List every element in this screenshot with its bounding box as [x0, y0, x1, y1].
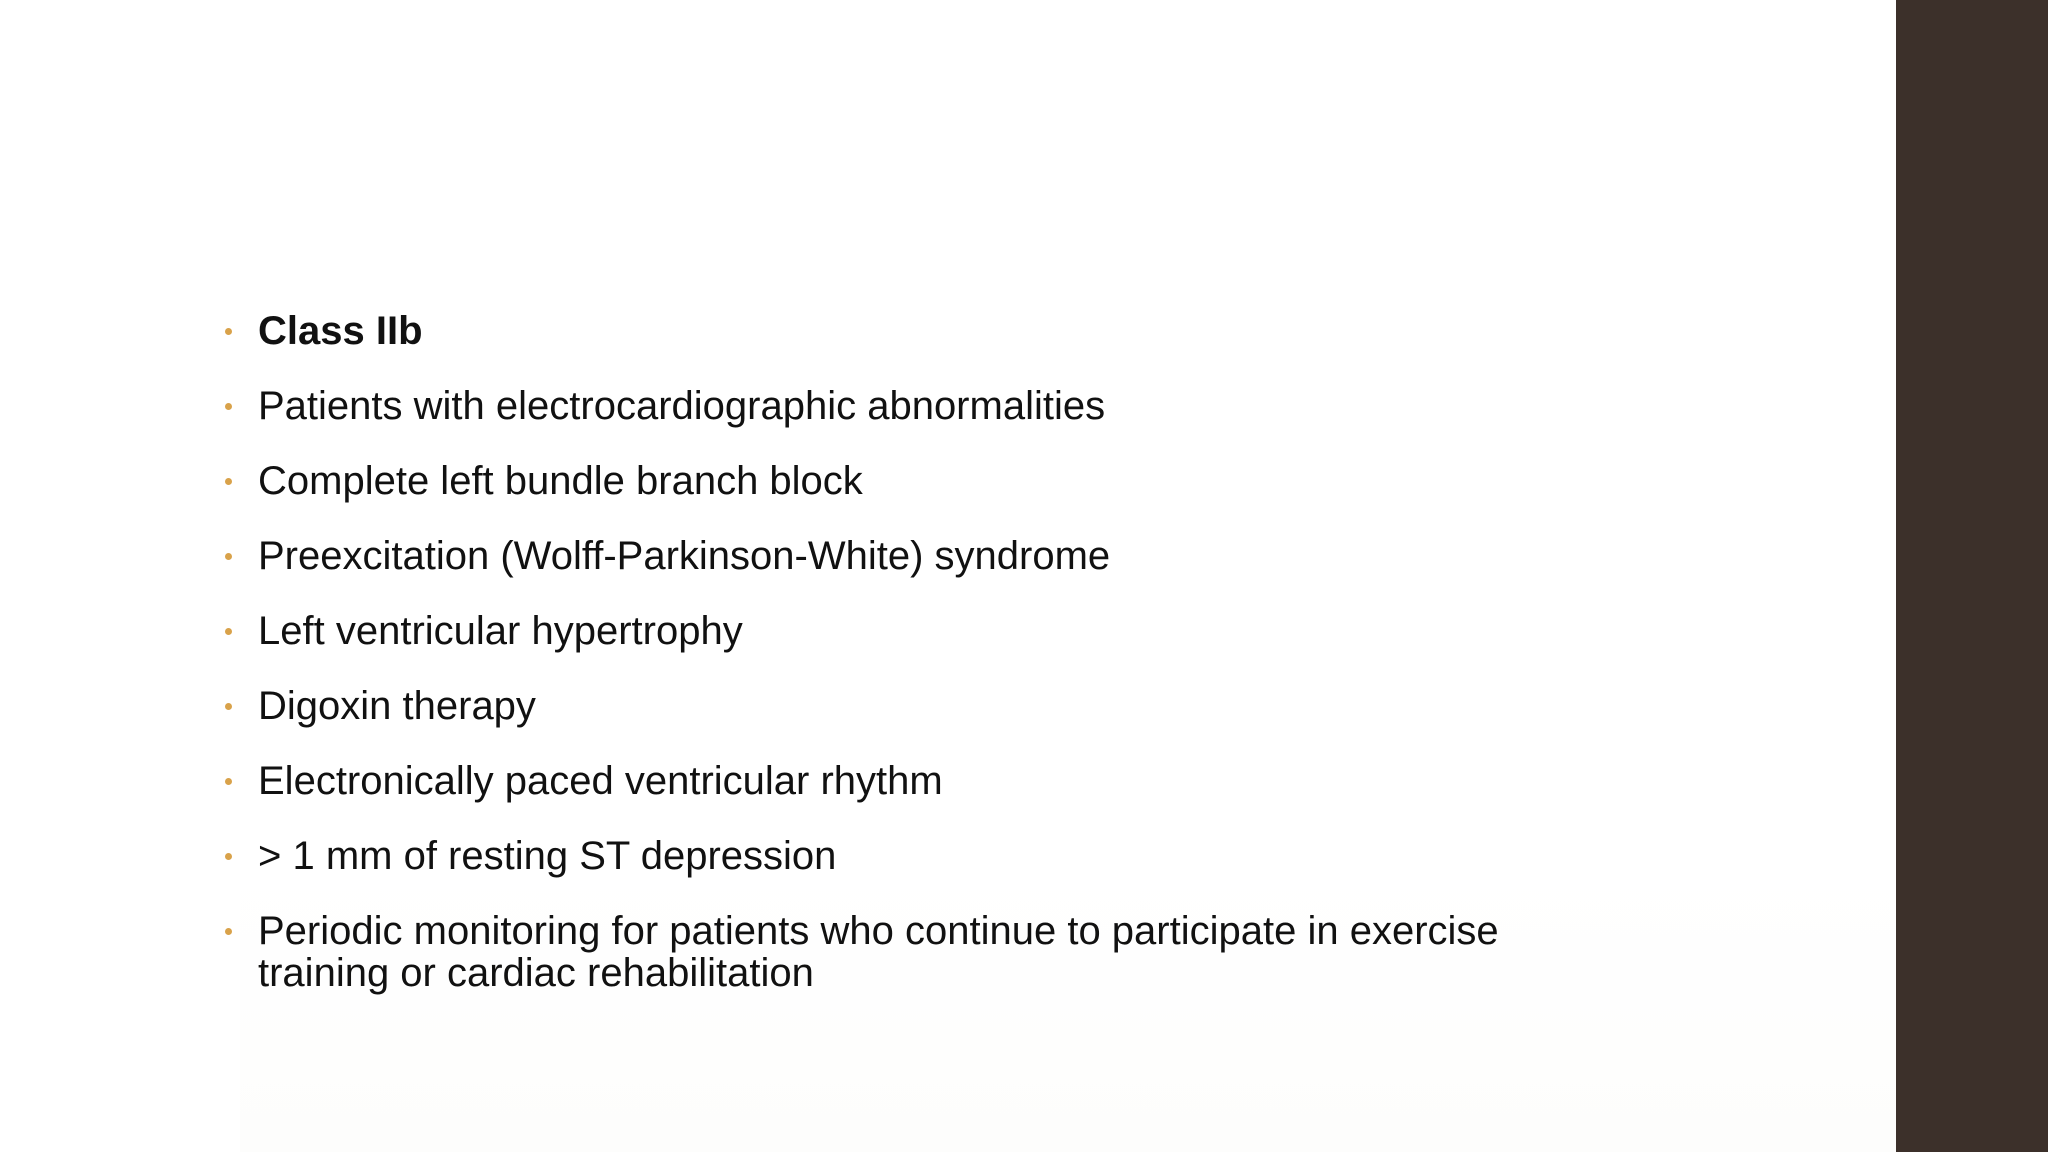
- bullet-item-lbbb: [220, 460, 1640, 502]
- bullet-item-periodic-monitoring: [220, 910, 1640, 994]
- bullet-dot-icon: [225, 778, 232, 785]
- bullet-item-class-iib: [220, 310, 1640, 352]
- bullet-text: Preexcitation (Wolff-Parkinson-White) syndrome: [258, 534, 1111, 578]
- bullet-text: Electronically paced ventricular rhythm: [258, 759, 943, 803]
- side-accent-bar: [1896, 0, 2048, 1152]
- bullet-text: Patients with electrocardiographic abnormalities: [258, 384, 1106, 428]
- bullet-list: [220, 310, 1640, 1027]
- bullet-item-st-depression: [220, 835, 1640, 877]
- bullet-item-digoxin: [220, 685, 1640, 727]
- bullet-item-lvh: [220, 610, 1640, 652]
- bullet-text: Left ventricular hypertrophy: [258, 609, 743, 653]
- bullet-dot-icon: [225, 853, 232, 860]
- bullet-text: Digoxin therapy: [258, 684, 536, 728]
- bullet-dot-icon: [225, 703, 232, 710]
- bullet-dot-icon: [225, 928, 232, 935]
- bullet-dot-icon: [225, 403, 232, 410]
- bullet-dot-icon: [225, 478, 232, 485]
- bullet-item-paced-rhythm: [220, 760, 1640, 802]
- bullet-text: Class IIb: [258, 309, 423, 353]
- bullet-text: > 1 mm of resting ST depression: [258, 834, 837, 878]
- bullet-item-ecg-abnormalities: [220, 385, 1640, 427]
- bullet-item-wpw: [220, 535, 1640, 577]
- bullet-dot-icon: [225, 628, 232, 635]
- bullet-dot-icon: [225, 328, 232, 335]
- bullet-dot-icon: [225, 553, 232, 560]
- bullet-text: Complete left bundle branch block: [258, 459, 863, 503]
- bullet-text: Periodic monitoring for patients who continue to participate in exercise training or cardiac rehabilitation: [258, 909, 1499, 995]
